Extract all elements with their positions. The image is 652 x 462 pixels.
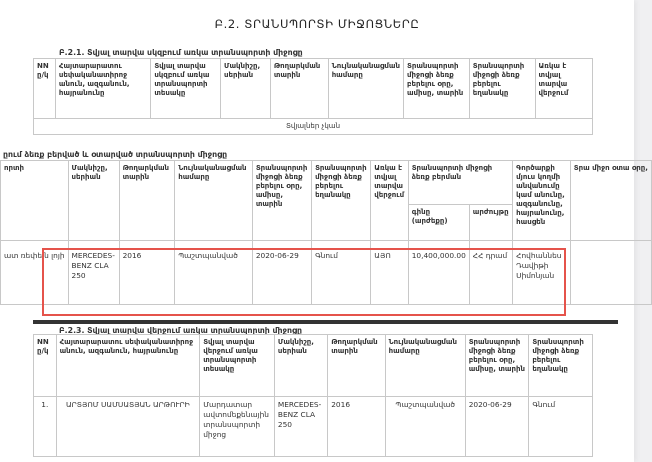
cell-type: Մարդատար ավտոմեքենային տրանսպորտի միջոց xyxy=(200,397,275,457)
col-header: Թողարկման տարին xyxy=(270,59,328,119)
subsection-title-3: Բ.2.3. Տվյալ տարվա վերջում առկա տրանսպորտի միջոցը xyxy=(59,326,303,335)
table-start-year xyxy=(33,58,593,135)
cell-make: MERCEDES-BENZ CLA 250 xyxy=(68,241,119,305)
col-header: Հայտարարատու սեփականատիրոջ անուն, ազգանուն, հայրանունը xyxy=(56,335,200,397)
col-header: Հայտարարատու սեփականատիրոջ անուն, ազգանուն, հայրանունը xyxy=(55,59,150,119)
col-header: Տվյալ տարվա վերջում առկա տրանսպորտի տեսակը xyxy=(200,335,275,397)
cell-price: 10,400,000.00 xyxy=(408,241,469,305)
cell xyxy=(570,241,651,305)
col-header: Առկա է տվյալ տարվա վերջում xyxy=(371,161,408,241)
col-header: Տրանսպորտի միջոցի ձեռք բերելու եղանակը xyxy=(312,161,371,241)
col-header: Տրանսպորտի միջոցի ձեռք բերելու օրը, ամիսը, տարին xyxy=(465,335,529,397)
cell-present: ԱՅՈ xyxy=(371,241,408,305)
col-header: Տրանսպորտի միջոցի ձեռք բերելու օրը, ամիսը, տարին xyxy=(252,161,311,241)
cell-currency: ՀՀ դրամ xyxy=(469,241,512,305)
section-title: Բ.2. ՏՐԱՆՍՊՈՐՏԻ ՄԻՋՈՑՆԵՐԸ xyxy=(214,17,420,31)
cell-method: Գնում xyxy=(529,397,593,457)
table-end-year xyxy=(33,334,593,457)
subsection-title-1: Բ.2.1. Տվյալ տարվա սկզբում առկա տրանսպորտի միջոցը xyxy=(59,48,303,57)
subsection-title-2: ըում ձեռք բերված և օտարված տրանսպորտի միջոցը xyxy=(3,150,228,159)
col-header: Տրանսպորտի միջոցի ձեռք բերելու եղանակը xyxy=(529,335,593,397)
col-header: Տրա միջո օտա օրը, xyxy=(570,161,651,241)
col-subheader: արժույթը xyxy=(469,205,512,241)
cell-owner: ԱՐՏՅՈՄ ՍԱՄՍԱՏՅԱՆ ԱՐԹՈՒՐԻ xyxy=(56,397,200,457)
col-header: որտի xyxy=(1,161,69,241)
col-header: Նույնականացման համարը xyxy=(328,59,403,119)
cell-method: Գնում xyxy=(312,241,371,305)
cell-nn: 1. xyxy=(34,397,57,457)
col-subheader: գինը (արժեքը) xyxy=(408,205,469,241)
col-header: Գործարքի մյուս կողմի անվանումը կամ անունը, ազգանունը, հայրանունը, հասցեն xyxy=(513,161,571,241)
col-header: Թողարկման տարին xyxy=(328,335,385,397)
col-header: Թողարկման տարին xyxy=(119,161,175,241)
table-row xyxy=(34,397,593,457)
cell-make: MERCEDES-BENZ CLA 250 xyxy=(274,397,327,457)
col-header: Մակնիշը, սերիան xyxy=(274,335,327,397)
no-data-cell: Տվյալներ չկան xyxy=(34,119,593,135)
cell-date: 2020-06-29 xyxy=(252,241,311,305)
cell-id: Պաշտպանված xyxy=(175,241,253,305)
col-header: Առկա է տվյալ տարվա վերջում xyxy=(535,59,592,119)
col-header: Տրանսպորտի միջոցի ձեռք բերելու եղանակը xyxy=(469,59,535,119)
col-header: Տրանսպորտի միջոցի ձեռք բերելու օրը, ամիսը, տարին xyxy=(403,59,469,119)
cell-party: Հովհաննես Դավիթի Սիմոնյան xyxy=(513,241,571,305)
cell-year: 2016 xyxy=(119,241,175,305)
highlight-box xyxy=(42,248,566,316)
col-header: Նույնականացման համարը xyxy=(385,335,465,397)
col-header: Մակնիշը, սերիան xyxy=(68,161,119,241)
scroll-divider xyxy=(33,320,618,324)
cell-year: 2016 xyxy=(328,397,385,457)
col-header: Մակնիշը, սերիան xyxy=(221,59,271,119)
cell-date: 2020-06-29 xyxy=(465,397,529,457)
col-header: Նույնականացման համարը xyxy=(175,161,253,241)
cell-id: Պաշտպանված xyxy=(385,397,465,457)
col-header: NN ը/կ xyxy=(34,59,56,119)
cell: ատ ռեփեյն լոյի xyxy=(1,241,69,305)
col-header: Տրանսպորտի միջոցի ձեռք բերման xyxy=(408,161,512,205)
col-header: NN ը/կ xyxy=(34,335,57,397)
col-header: Տվյալ տարվա սկզբում առկա տրանսպորտի տեսակը xyxy=(151,59,221,119)
